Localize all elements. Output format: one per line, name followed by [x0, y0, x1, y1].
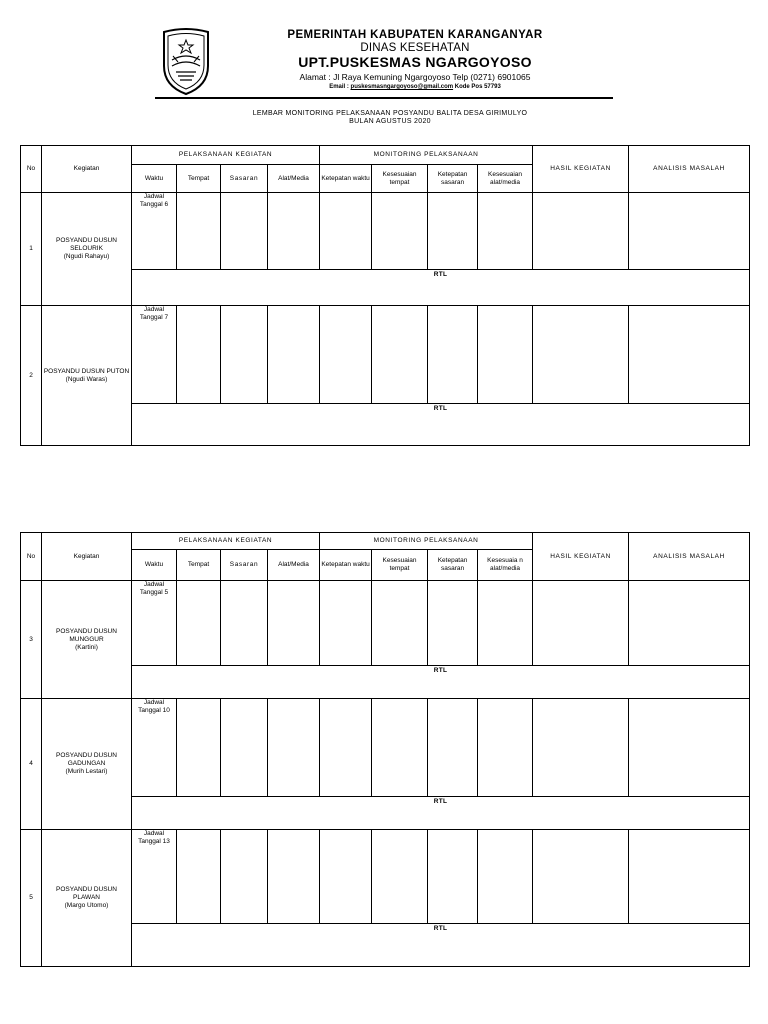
karanganyar-emblem-icon — [160, 26, 212, 96]
col-kes-alat: Kesesuaia n alat/media — [478, 550, 533, 581]
cell-empty[interactable] — [428, 699, 478, 797]
cell-empty[interactable] — [372, 830, 428, 924]
cell-empty[interactable] — [221, 306, 268, 404]
col-analisis: ANALISIS MASALAH — [629, 533, 750, 581]
doc-title-line2: BULAN AGUSTUS 2020 — [349, 118, 431, 125]
group-name: (Margo Utomo) — [64, 902, 109, 909]
row-no: 5 — [21, 830, 42, 967]
dusun-name: POSYANDU DUSUN SELOURIK — [56, 237, 117, 252]
row-kegiatan — [42, 306, 132, 446]
cell-empty[interactable] — [177, 193, 221, 270]
col-kegiatan: Kegiatan — [42, 146, 132, 193]
cell-empty[interactable] — [268, 581, 320, 666]
dusun-name: POSYANDU DUSUN MUNGGUR — [56, 627, 117, 643]
cell-empty[interactable] — [478, 830, 533, 924]
email-link[interactable]: puskesmasngargoyoso@gmail.com — [350, 84, 454, 90]
cell-empty[interactable] — [320, 830, 372, 924]
row-no: 2 — [21, 306, 42, 446]
group-name: (Ngudi Waras) — [65, 375, 108, 383]
group-name: (Ngudi Rahayu) — [63, 253, 110, 260]
row-no: 1 — [21, 193, 42, 306]
col-kes-alat: Kesesuaian alat/media — [478, 165, 533, 193]
cell-empty[interactable] — [177, 581, 221, 666]
cell-empty[interactable] — [533, 306, 629, 404]
row-kegiatan — [42, 830, 132, 967]
jadwal-cell: Jadwal Tanggal 10 — [132, 699, 177, 797]
dusun-name: POSYANDU DUSUN PUTON — [43, 367, 130, 375]
col-alat: Alat/Media — [268, 165, 320, 193]
col-kes-tempat: Kesesuaian tempat — [372, 165, 428, 193]
rtl-cell[interactable]: RTL — [132, 924, 750, 967]
col-monitoring: MONITORING PELAKSANAAN — [320, 533, 533, 550]
cell-empty[interactable] — [372, 193, 428, 270]
cell-empty[interactable] — [177, 699, 221, 797]
group-name: (Kartini) — [75, 643, 98, 651]
dusun-name: POSYANDU DUSUN PLAWAN — [56, 886, 117, 901]
col-ket-waktu: Ketepatan waktu — [320, 550, 372, 581]
cell-empty[interactable] — [221, 581, 268, 666]
cell-empty[interactable] — [533, 830, 629, 924]
col-tempat: Tempat — [177, 165, 221, 193]
rtl-cell[interactable]: RTL — [132, 404, 750, 446]
cell-empty[interactable] — [320, 581, 372, 666]
jadwal-cell: Jadwal Tanggal 5 — [132, 581, 177, 666]
rtl-cell[interactable]: RTL — [132, 270, 750, 306]
cell-empty[interactable] — [221, 193, 268, 270]
cell-empty[interactable] — [372, 699, 428, 797]
col-kes-tempat: Kesesuaian tempat — [372, 550, 428, 581]
cell-empty[interactable] — [221, 699, 268, 797]
row-no: 3 — [21, 581, 42, 699]
col-monitoring: MONITORING PELAKSANAAN — [320, 146, 533, 165]
col-alat: Alat/Media — [268, 550, 320, 581]
cell-empty[interactable] — [428, 306, 478, 404]
col-pelaksanaan: PELAKSANAAN KEGIATAN — [132, 146, 320, 165]
cell-empty[interactable] — [428, 581, 478, 666]
cell-empty[interactable] — [629, 830, 750, 924]
cell-empty[interactable] — [533, 581, 629, 666]
dusun-name: POSYANDU DUSUN GADUNGAN — [56, 752, 117, 767]
col-kegiatan: Kegiatan — [42, 533, 132, 581]
col-analisis: ANALISIS MASALAH — [629, 146, 750, 193]
col-ket-sasaran: Ketepatan sasaran — [428, 165, 478, 193]
cell-empty[interactable] — [478, 581, 533, 666]
cell-empty[interactable] — [629, 699, 750, 797]
cell-empty[interactable] — [221, 830, 268, 924]
doc-title-line1: LEMBAR MONITORING PELAKSANAAN POSYANDU BALITA DESA GIRIMULYO — [252, 110, 528, 117]
jadwal-cell: Jadwal Tanggal 6 — [132, 193, 177, 270]
row-no: 4 — [21, 699, 42, 830]
cell-empty[interactable] — [533, 699, 629, 797]
row-kegiatan — [42, 699, 132, 830]
cell-empty[interactable] — [320, 193, 372, 270]
cell-empty[interactable] — [478, 306, 533, 404]
col-waktu: Waktu — [132, 550, 177, 581]
header-email-line — [230, 84, 600, 90]
col-waktu: Waktu — [132, 165, 177, 193]
cell-empty[interactable] — [478, 699, 533, 797]
cell-empty[interactable] — [320, 306, 372, 404]
cell-empty[interactable] — [372, 306, 428, 404]
rtl-cell[interactable]: RTL — [132, 666, 750, 699]
header-line3: UPT.PUSKESMAS NGARGOYOSO — [298, 54, 532, 70]
cell-empty[interactable] — [629, 306, 750, 404]
row-kegiatan — [42, 193, 132, 306]
cell-empty[interactable] — [533, 193, 629, 270]
group-name: (Murih Lestari) — [65, 768, 108, 775]
col-sasaran: Sasaran — [221, 165, 268, 193]
col-hasil: HASIL KEGIATAN — [533, 146, 629, 193]
header-address: Alamat : Jl Raya Kemuning Ngargoyoso Telp (0271) 6901065 — [299, 72, 531, 82]
jadwal-cell: Jadwal Tanggal 7 — [132, 306, 177, 404]
cell-empty[interactable] — [177, 830, 221, 924]
cell-empty[interactable] — [268, 830, 320, 924]
col-pelaksanaan: PELAKSANAAN KEGIATAN — [132, 533, 320, 550]
cell-empty[interactable] — [629, 193, 750, 270]
cell-empty[interactable] — [177, 306, 221, 404]
cell-empty[interactable] — [629, 581, 750, 666]
email-prefix: Email : — [329, 84, 351, 90]
col-hasil: HASIL KEGIATAN — [533, 533, 629, 581]
header-divider — [155, 97, 613, 99]
col-no: No — [21, 533, 42, 581]
rtl-cell[interactable]: RTL — [132, 797, 750, 830]
cell-empty[interactable] — [428, 830, 478, 924]
monitoring-table-2 — [20, 532, 750, 967]
cell-empty[interactable] — [268, 306, 320, 404]
postcode: Kode Pos 57793 — [453, 84, 501, 90]
header-line2: DINAS KESEHATAN — [360, 42, 470, 54]
cell-empty[interactable] — [268, 193, 320, 270]
row-kegiatan — [42, 581, 132, 699]
col-ket-waktu: Ketepatan waktu — [320, 165, 372, 193]
col-no: No — [21, 146, 42, 193]
header-line1: PEMERINTAH KABUPATEN KARANGANYAR — [287, 29, 543, 41]
cell-empty[interactable] — [320, 699, 372, 797]
col-tempat: Tempat — [177, 550, 221, 581]
cell-empty[interactable] — [268, 699, 320, 797]
cell-empty[interactable] — [372, 581, 428, 666]
monitoring-table-1 — [20, 145, 750, 446]
col-sasaran: Sasaran — [221, 550, 268, 581]
cell-empty[interactable] — [428, 193, 478, 270]
col-ket-sasaran: Ketepatan sasaran — [428, 550, 478, 581]
cell-empty[interactable] — [478, 193, 533, 270]
jadwal-cell: Jadwal Tanggal 13 — [132, 830, 177, 924]
